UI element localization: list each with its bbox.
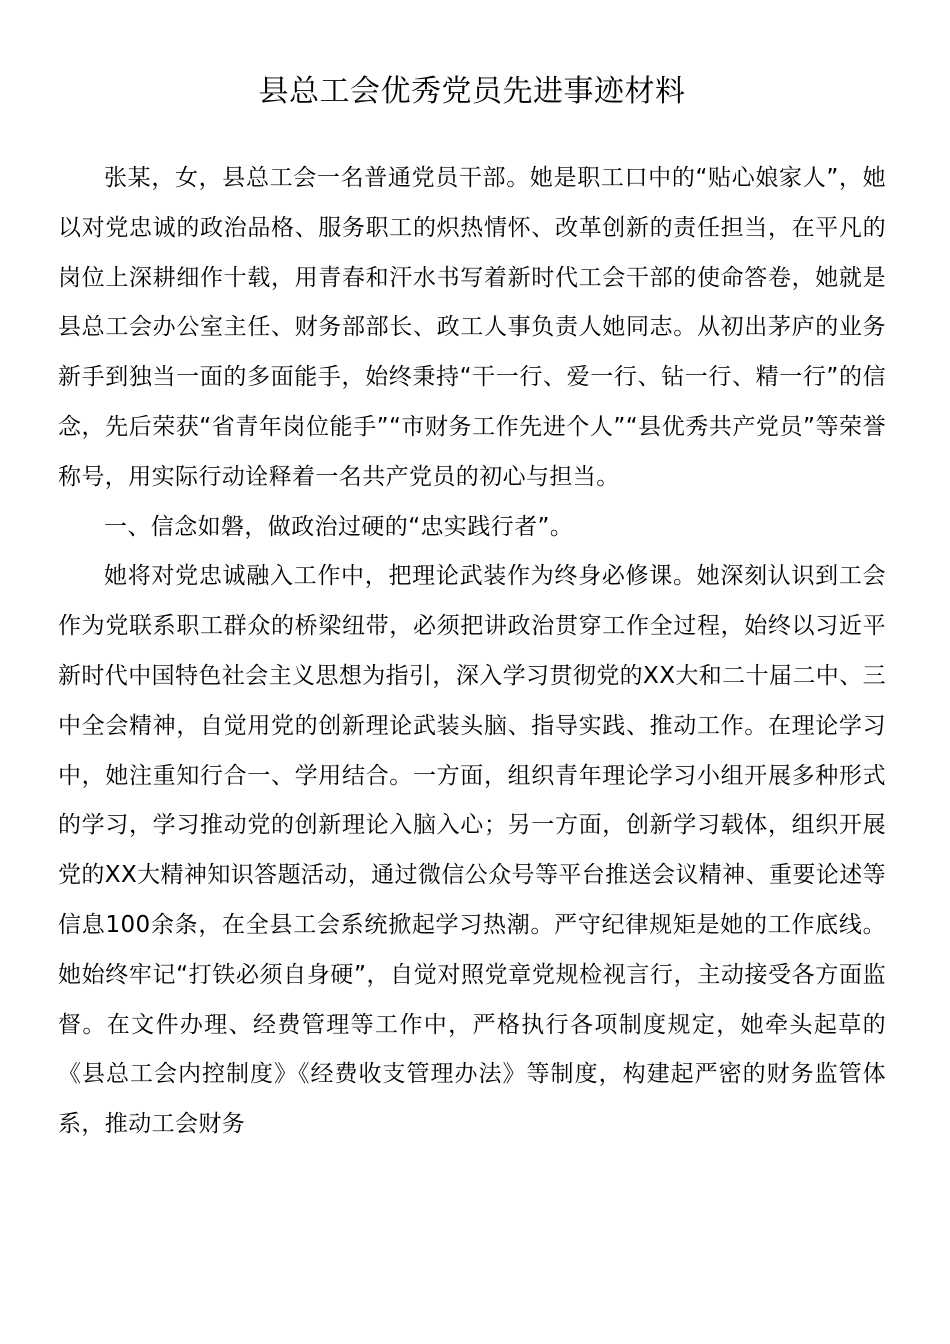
paragraph-intro: 张某，女，县总工会一名普通党员干部。她是职工口中的“贴心娘家人”，她以对党忠诚的政治品格、服务职工的炽热情怀、改革创新的责任担当，在平凡的岗位上深耕细作十载，用青春和汗水书写着新时代工会干部的使命答卷，她就是县总工会办公室主任、财务部部长、政工人事负责人她同志。从初出茅庐的业务新手到独当一面的多面能手，始终秉持“干一行、爱一行、钻一行、精一行”的信念，先后荣获“省青年岗位能手”“市财务工作先进个人”“县优秀共产党员”等荣誉称号，用实际行动诠释着一名共产党员的初心与担当。 [58, 165, 886, 490]
section-heading-1: 一、信念如磐，做政治过硬的“忠实践行者”。 [104, 513, 574, 540]
document-title: 县总工会优秀党员先进事迹材料 [258, 74, 686, 109]
paragraph-section-1: 她将对党忠诚融入工作中，把理论武装作为终身必修课。她深刻认识到工会作为党联系职工群众的桥梁纽带，必须把讲政治贯穿工作全过程，始终以习近平新时代中国特色社会主义思想为指引，深入学习贯彻党的XX大和二十届二中、三中全会精神，自觉用党的创新理论武装头脑、指导实践、推动工作。在理论学习中，她注重知行合一、学用结合。一方面，组织青年理论学习小组开展多种形式的学习，学习推动党的创新理论入脑入心；另一方面，创新学习载体，组织开展党的XX大精神知识答题活动，通过微信公众号等平台推送会议精神、重要论述等信息100余条，在全县工会系统掀起学习热潮。严守纪律规矩是她的工作底线。她始终牢记“打铁必须自身硬”，自觉对照党章党规检视言行，主动接受各方面监督。在文件办理、经费管理等工作中，严格执行各项制度规定，她牵头起草的《县总工会内控制度》《经费收支管理办法》等制度，构建起严密的财务监管体系，推动工会财务 [58, 563, 886, 1138]
